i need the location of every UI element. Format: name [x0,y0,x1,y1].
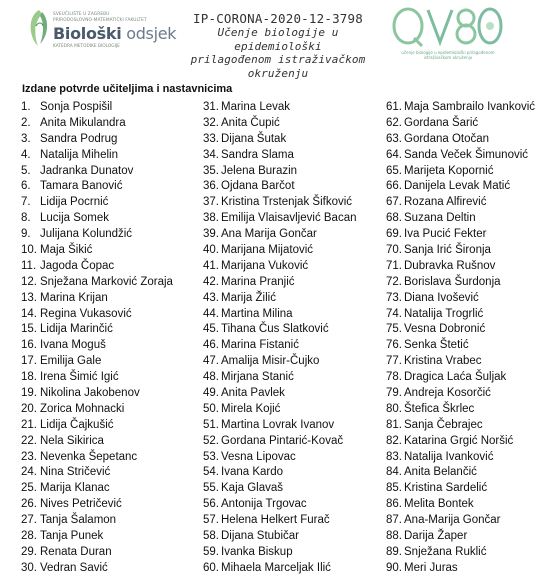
list-item-number: 31. [203,101,219,113]
list-item-name: Emilija Vlaisavljević Bacan [221,212,357,225]
list-item [203,354,357,370]
list-column-2 [203,100,357,577]
list-item-name: Andreja Kosorčić [404,387,491,400]
list-item-name: Rozana Alfirević [404,196,487,209]
list-item [21,450,173,466]
list-item [203,275,357,291]
list-item-name: Kristina Vrabec [404,355,482,368]
list-item [386,465,535,481]
list-item-name: Marina Fistanić [221,339,299,352]
list-item-number: 9. [21,228,31,241]
list-item [21,529,173,545]
list-item-number: 39. [203,228,219,241]
list-item-number: 19. [21,387,37,400]
list-item-name: Kristina Trstenjak Šifković [221,196,353,209]
list-item [203,179,357,195]
list-item-number: 15. [21,323,37,336]
list-item [386,370,535,386]
list-item-name: Vesna Lipovac [221,450,296,463]
list-item [386,322,535,338]
list-item [386,307,535,323]
list-item [21,116,173,132]
list-item [203,338,357,354]
list-item-name: Natalija Mihelin [40,148,118,161]
list-item-number: 34. [203,148,219,161]
list-item-name: Amalija Misir-Čujko [221,355,320,368]
list-item-number: 28. [21,530,37,543]
list-item-number: 1. [21,101,31,113]
list-item-number: 6. [21,180,31,193]
list-item-name: Lidija Čajkušić [40,418,114,431]
list-item-number: 63. [386,132,402,145]
list-item-number: 16. [21,339,37,352]
list-item-name: Jadranka Dunatov [40,164,134,177]
list-item-name: Sanja Čebrajec [404,418,483,431]
biology-department-logo [26,6,176,64]
list-item [203,148,357,164]
list-item-name: Dijana Stubičar [221,530,299,543]
list-item [386,402,535,418]
list-item-number: 64. [386,148,402,161]
list-item-number: 47. [203,355,219,368]
list-item [21,211,173,227]
list-item [21,322,173,338]
leaf-swirl-icon [26,6,52,52]
list-item [21,386,173,402]
list-item [21,164,173,180]
list-item-number: 27. [21,514,37,527]
list-item-number: 66. [386,180,402,193]
list-item [203,132,357,148]
list-item-name: Mihaela Marceljak Ilić [221,561,331,574]
list-item-number: 44. [203,307,219,320]
list-item-name: Dubravka Rušnov [404,259,496,272]
list-item [203,465,357,481]
list-item-name: Ana Marija Gončar [221,228,317,241]
project-title-line-1: Učenje biologije u epidemiološki [217,26,339,53]
list-item-name: Marijana Vuković [221,259,309,272]
list-item [386,497,535,513]
list-item-name: Marina Levak [221,101,291,113]
list-item-number: 74. [386,307,402,320]
list-item-number: 88. [386,530,402,543]
list-item-name: Gordana Otočan [404,132,490,145]
list-item-number: 14. [21,307,37,320]
list-item-number: 8. [21,212,31,225]
list-item-number: 79. [386,387,402,400]
list-item-number: 69. [386,228,402,241]
list-item-name: Gordana Pintarić-Kovač [221,434,344,447]
list-item [386,148,535,164]
list-item [203,211,357,227]
project-logo [386,4,506,64]
list-item-number: 7. [21,196,31,209]
list-item-name: Diana Ivošević [404,291,479,304]
list-item-number: 29. [21,545,37,558]
list-item-name: Nina Stričević [40,466,111,479]
list-item [386,227,535,243]
list-item-number: 17. [21,355,37,368]
list-item-name: Marina Pranjić [221,275,295,288]
list-item-name: Ana-Marija Gončar [404,514,501,527]
list-item-name: Natalija Trogrlić [404,307,484,320]
list-item [203,116,357,132]
list-item [203,243,357,259]
list-item-name: Ojdana Barčot [221,180,295,193]
list-item-name: Gordana Šarić [404,116,479,129]
list-item [21,179,173,195]
list-item [203,450,357,466]
list-item-name: Nikolina Jakobenov [40,387,140,400]
list-item-number: 52. [203,434,219,447]
list-item [21,275,173,291]
list-item-name: Anita Pavlek [221,387,285,400]
list-item-number: 60. [203,561,219,574]
list-item-number: 55. [203,482,219,495]
project-title-block [176,12,380,80]
list-item-number: 45. [203,323,219,336]
list-item [21,259,173,275]
list-item [203,370,357,386]
list-item [203,164,357,180]
university-name: SVEUČILIŠTE U ZAGREBU [53,12,110,17]
list-item-number: 49. [203,387,219,400]
list-item [21,370,173,386]
faculty-name: PRIRODOSLOVNO-MATEMATIČKI FAKULTET [53,18,147,23]
list-item [203,561,357,577]
list-item-name: Senka Štetić [404,339,469,352]
list-item [21,354,173,370]
list-item-name: Anita Mikulandra [40,116,126,129]
page-heading: Izdane potvrde učiteljima i nastavnicima [22,83,233,95]
list-item [21,100,173,116]
list-item [386,545,535,561]
list-item-number: 85. [386,482,402,495]
list-item-number: 24. [21,466,37,479]
list-item-name: Martina Lovrak Ivanov [221,418,335,431]
list-item-name: Ivana Moguš [40,339,106,352]
list-item [386,179,535,195]
list-item [21,243,173,259]
list-item [203,513,357,529]
list-item [21,291,173,307]
list-item-name: Lidija Marinčić [40,323,113,336]
project-logo-caption: učenje biologije u epidemiološki prilagođenom istraživačkom okruženju [401,50,495,60]
list-item-number: 42. [203,275,219,288]
list-item-name: Snježana Ruklić [404,545,487,558]
list-item-number: 30. [21,561,37,574]
list-item-number: 75. [386,323,402,336]
list-item-name: Snježana Marković Zoraja [40,275,173,288]
list-item-number: 22. [21,434,37,447]
list-item-number: 71. [386,259,402,272]
list-column-1 [21,100,173,577]
list-item-number: 83. [386,450,402,463]
list-item-number: 20. [21,402,37,415]
list-item-number: 11. [21,259,37,272]
document-header [0,0,536,80]
list-item [386,132,535,148]
list-item-number: 77. [386,355,402,368]
list-item [21,418,173,434]
list-item-name: Marija Klanac [40,482,110,495]
list-item [386,291,535,307]
list-item-name: Lidija Pocrnić [40,196,109,209]
list-item-number: 73. [386,291,402,304]
department-brand [53,24,176,43]
list-item-number: 57. [203,514,219,527]
list-item-number: 21. [21,418,37,431]
list-item-name: Nives Petričević [40,498,122,511]
list-item-name: Antonija Trgovac [221,498,307,511]
list-item-name: Sandra Slama [221,148,294,161]
list-item-name: Nela Sikirica [40,434,104,447]
list-item [386,195,535,211]
list-item-name: Martina Milina [221,307,293,320]
list-item [386,529,535,545]
list-item-number: 32. [203,116,219,129]
list-item-number: 26. [21,498,37,511]
brand-light: odsjek [126,24,177,43]
list-item-number: 65. [386,164,402,177]
list-item-name: Anita Čupić [221,116,280,129]
list-item-name: Danijela Levak Matić [404,180,511,193]
list-item [203,545,357,561]
list-item-number: 70. [386,244,402,257]
list-item-name: Lucija Somek [40,212,110,225]
list-item-name: Marijeta Kopornić [404,164,494,177]
list-item-number: 46. [203,339,219,352]
list-item [21,561,173,577]
list-item [203,322,357,338]
list-item [203,481,357,497]
list-item-number: 62. [386,116,402,129]
list-item [203,418,357,434]
list-item [386,164,535,180]
list-item [203,227,357,243]
list-item-name: Tamara Banović [40,180,123,193]
list-item-number: 51. [203,418,219,431]
list-item-name: Tanja Punek [40,530,104,543]
list-item [203,402,357,418]
list-item [21,513,173,529]
list-item-name: Melita Bontek [404,498,474,511]
list-item-name: Nevenka Šepetanc [40,450,138,463]
list-item-number: 18. [21,371,37,384]
list-item-name: Mirela Kojić [221,402,281,415]
list-item-number: 59. [203,545,219,558]
list-item-number: 36. [203,180,219,193]
list-item [386,434,535,450]
list-item [386,450,535,466]
list-item [386,561,535,577]
list-item-number: 48. [203,371,219,384]
list-item-number: 82. [386,434,402,447]
list-item-number: 38. [203,212,219,225]
list-item [21,227,173,243]
list-item-name: Ivanka Biskup [221,545,293,558]
list-item [21,307,173,323]
list-item-name: Štefica Škrlec [404,402,475,415]
list-item-name: Kristina Sardelić [404,482,488,495]
project-code: IP-CORONA-2020-12-3798 [193,11,363,26]
project-wordmark-logo [386,4,506,50]
list-item-number: 54. [203,466,219,479]
list-item-number: 89. [386,545,402,558]
list-item-name: Anita Belančić [404,466,477,479]
list-item-name: Vesna Dobronić [404,323,486,336]
list-item [21,465,173,481]
list-item-name: Katarina Grgić Noršić [404,434,514,447]
list-item-number: 90. [386,561,402,574]
list-item-number: 37. [203,196,219,209]
list-item-number: 2. [21,116,31,129]
list-item-number: 13. [21,291,37,304]
list-item-name: Vedran Savić [40,561,108,574]
list-item-name: Zorica Mohnacki [40,402,125,415]
list-item-number: 40. [203,244,219,257]
list-item-name: Renata Duran [40,545,112,558]
list-item-number: 81. [386,418,402,431]
list-item [21,148,173,164]
list-item-name: Marija Žilić [221,291,276,304]
list-item-number: 53. [203,450,219,463]
list-item-number: 25. [21,482,37,495]
list-item [386,338,535,354]
list-item [203,434,357,450]
list-item-name: Meri Juras [404,561,458,574]
list-item-number: 78. [386,371,402,384]
list-item-number: 84. [386,466,402,479]
list-item-number: 56. [203,498,219,511]
list-item-name: Borislava Šurdonja [404,275,501,288]
list-item-number: 80. [386,402,402,415]
list-item-number: 76. [386,339,402,352]
list-item-number: 50. [203,402,219,415]
list-item [203,259,357,275]
list-item [386,513,535,529]
list-item-name: Mirjana Stanić [221,371,294,384]
list-item [21,402,173,418]
list-item [386,211,535,227]
list-item-name: Maja Sambrailo Ivanković [404,101,536,113]
list-item [203,386,357,402]
list-item-name: Tanja Šalamon [40,514,117,527]
project-title-line-2: prilagođenom istraživačkom okruženju [190,53,366,80]
list-item-name: Sanja Irić Šironja [404,244,491,257]
list-item [203,529,357,545]
list-item-number: 43. [203,291,219,304]
list-item [203,307,357,323]
list-item-name: Marijana Mijatović [221,244,314,257]
list-item-number: 61. [386,101,402,113]
list-item-number: 41. [203,259,219,272]
list-item-name: Jelena Burazin [221,164,298,177]
list-item [21,434,173,450]
list-item-name: Jagoda Čopac [40,259,115,272]
list-item-name: Emilija Gale [40,355,102,368]
list-item-number: 68. [386,212,402,225]
list-item-name: Iva Pucić Fekter [404,228,487,241]
list-item-number: 67. [386,196,402,209]
list-item [386,275,535,291]
list-item [21,481,173,497]
list-item-number: 5. [21,164,31,177]
list-item-name: Helena Helkert Furač [221,514,330,527]
list-item-number: 4. [21,148,31,161]
list-item-number: 3. [21,132,31,145]
list-item [203,195,357,211]
list-item-name: Dragica Laća Šuljak [404,371,507,384]
list-item [386,259,535,275]
list-item-number: 72. [386,275,402,288]
list-item-name: Julijana Kolundžić [40,228,133,241]
list-item [21,338,173,354]
list-item [386,354,535,370]
list-item-number: 35. [203,164,219,177]
list-column-3 [386,100,535,577]
list-item [203,497,357,513]
list-item-number: 87. [386,514,402,527]
list-item [21,497,173,513]
list-item [386,243,535,259]
list-item-name: Kaja Glavaš [221,482,284,495]
list-item-name: Suzana Deltin [404,212,476,225]
list-item-number: 10. [21,244,37,257]
list-item-name: Tihana Čus Slatković [221,323,329,336]
division-name: KATEDRA METODIKE BIOLOGIJE [53,44,120,49]
list-item-name: Marina Krijan [40,291,108,304]
list-item-name: Natalija Ivanković [404,450,494,463]
list-item-name: Maja Šikić [40,244,93,257]
list-item [203,100,357,116]
list-item-name: Sanda Veček Šimunović [404,148,529,161]
list-item [386,116,535,132]
list-item-number: 12. [21,275,37,288]
list-item-name: Irena Šimić Igić [40,371,119,384]
list-item [21,545,173,561]
list-item [21,132,173,148]
list-item-name: Ivana Kardo [221,466,284,479]
list-item [21,195,173,211]
brand-bold: Biološki [53,24,122,43]
list-item-number: 33. [203,132,219,145]
list-item-name: Sonja Pospišil [40,101,113,113]
list-item-number: 23. [21,450,37,463]
list-item-name: Dijana Šutak [221,132,287,145]
list-item-name: Sandra Podrug [40,132,118,145]
list-item [386,386,535,402]
list-item-number: 86. [386,498,402,511]
list-item [386,418,535,434]
list-item-name: Regina Vukasović [40,307,132,320]
list-item-number: 58. [203,530,219,543]
list-item-name: Darija Žaper [404,530,468,543]
list-item [386,481,535,497]
list-item [386,100,535,116]
list-item [203,291,357,307]
